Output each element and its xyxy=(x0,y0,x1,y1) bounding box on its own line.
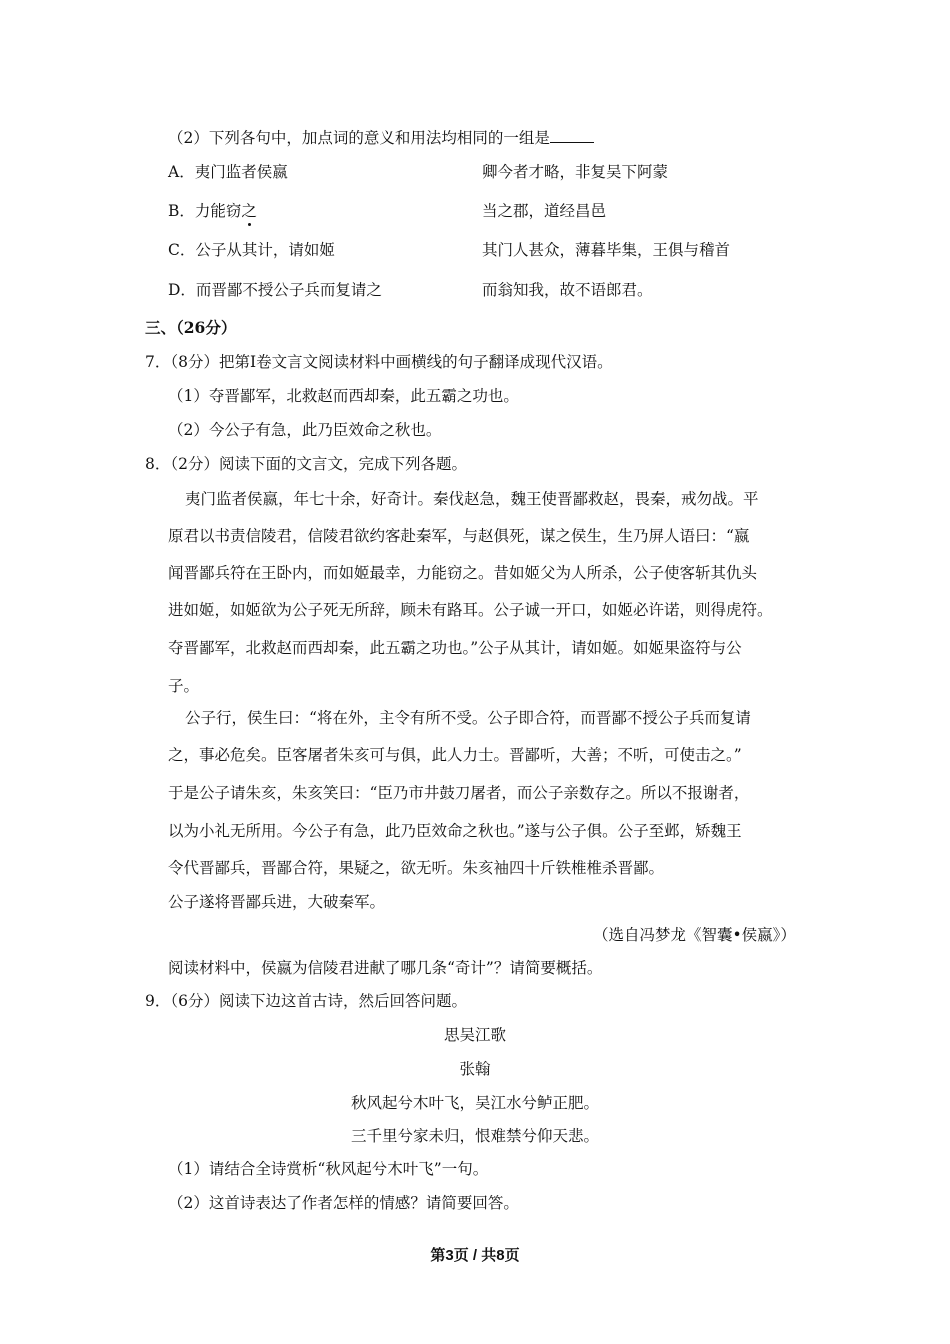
question-9-item-1: （1）请结合全诗赏析“秋风起兮木叶飞”一句。 xyxy=(168,1160,489,1178)
option-a: A．夷门监者侯嬴 xyxy=(168,163,288,181)
option-a-compare: 卿今者才略，非复吴下阿蒙 xyxy=(482,163,669,181)
question-6-2-stem: （2）下列各句中，加点词的意义和用法均相同的一组是 xyxy=(168,128,594,148)
passage-line: 夺晋鄙军，北救赵而西却秦，此五霸之功也。”公子从其计，请如姬。如姬果盗符与公 xyxy=(168,639,742,657)
dotted-word: 之 xyxy=(241,202,257,220)
passage-line: 子。 xyxy=(168,677,200,695)
poem-line: 三千里兮家未归，恨难禁兮仰天悲。 xyxy=(350,1127,599,1145)
passage-line: 夷门监者侯嬴，年七十余，好奇计。秦伐赵急，魏王使晋鄙救赵，畏秦，戒勿战。平 xyxy=(185,490,759,508)
passage-line: 之，事必危矣。臣客屠者朱亥可与俱，此人力士。晋鄙听，大善；不听，可使击之。” xyxy=(168,746,742,764)
question-9-stem: 9．（6分）阅读下边这首古诗，然后回答问题。 xyxy=(145,992,467,1010)
answer-blank xyxy=(550,128,594,143)
passage-line: 公子行，侯生曰：“将在外，主令有所不受。公子即合符，而晋鄙不授公子兵而复请 xyxy=(185,709,751,727)
question-8-prompt: 阅读材料中，侯嬴为信陵君进献了哪几条“奇计”？请简要概括。 xyxy=(168,959,603,977)
option-c: C．公子从其计，请如姬 xyxy=(168,241,335,259)
passage-line: 令代晋鄙兵，晋鄙合符，果疑之，欲无听。朱亥袖四十斤铁椎椎杀晋鄙。 xyxy=(168,859,665,877)
passage-source: （选自冯梦龙《智囊•侯嬴》） xyxy=(593,926,796,944)
question-7-stem: 7．（8分）把第Ⅰ卷文言文阅读材料中画横线的句子翻译成现代汉语。 xyxy=(145,353,613,371)
passage-line: 公子遂将晋鄙兵进，大破秦军。 xyxy=(168,893,386,911)
option-c-compare: 其门人甚众，薄暮毕集，王俱与稽首 xyxy=(482,241,731,259)
option-b: B．力能窃之 xyxy=(168,202,257,220)
passage-line: 闻晋鄙兵符在王卧内，而如姬最幸，力能窃之。昔如姬父为人所杀，公子使客斩其仇头 xyxy=(168,564,758,582)
poem-author: 张翰 xyxy=(459,1060,491,1078)
option-d-compare: 而翁知我，故不语郎君。 xyxy=(482,281,653,299)
passage-line: 原君以书责信陵君，信陵君欲约客赴秦军，与赵俱死，谋之侯生，生乃屏人语曰：“嬴 xyxy=(168,527,750,545)
question-8-stem: 8．（2分）阅读下面的文言文，完成下列各题。 xyxy=(145,455,467,473)
passage-line: 进如姬，如姬欲为公子死无所辞，顾未有路耳。公子诚一开口，如姬必许诺，则得虎符。 xyxy=(168,601,773,619)
poem-title: 思吴江歌 xyxy=(443,1026,506,1044)
passage-line: 以为小礼无所用。今公子有急，此乃臣效命之秋也。”遂与公子俱。公子至邺，矫魏王 xyxy=(168,822,742,840)
page-footer: 第3页 / 共8页 xyxy=(430,1247,520,1264)
option-b-compare: 当之郡，道经昌邑 xyxy=(482,202,607,220)
option-d: D．而晋鄙不授公子兵而复请之 xyxy=(168,281,382,299)
question-9-item-2: （2）这首诗表达了作者怎样的情感？请简要回答。 xyxy=(168,1194,519,1212)
poem-line: 秋风起兮木叶飞，吴江水兮鲈正肥。 xyxy=(350,1094,599,1112)
question-7-item-1: （1）夺晋鄙军，北救赵而西却秦，此五霸之功也。 xyxy=(168,387,519,405)
section-heading: 三、（26分） xyxy=(145,318,237,337)
passage-line: 于是公子请朱亥，朱亥笑曰：“臣乃市井鼓刀屠者，而公子亲数存之。所以不报谢者， xyxy=(168,784,750,802)
question-7-item-2: （2）今公子有急，此乃臣效命之秋也。 xyxy=(168,421,442,439)
